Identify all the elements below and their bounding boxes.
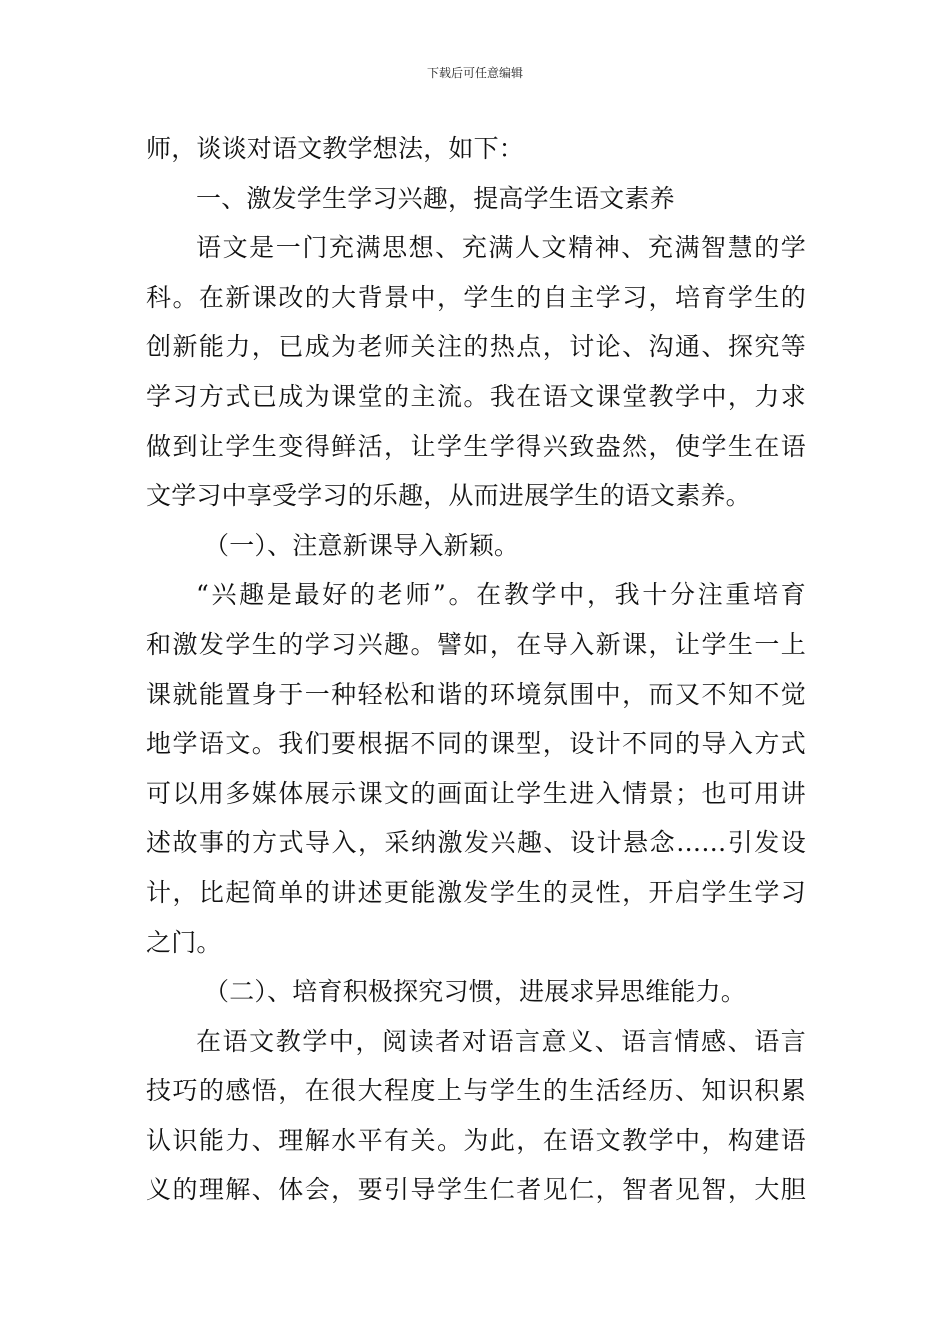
text-line: 师，谈谈对语文教学想法，如下： <box>146 134 525 163</box>
text-line: 可以用多媒体展示课文的画面让学生进入情景；也可用讲 <box>146 778 806 808</box>
text-line: 科。在新课改的大背景中，学生的自主学习，培育学生的 <box>146 282 806 312</box>
text-line: 语文是一门充满思想、充满人文精神、充满智慧的学 <box>196 233 806 263</box>
text-line: 之门。 <box>146 927 222 957</box>
text-line: 文学习中享受学习的乐趣，从而进展学生的语文素养。 <box>146 481 751 511</box>
subsection-heading: （一）、注意新课导入新颖。 <box>204 530 520 560</box>
text-line: 课就能置身于一种轻松和谐的环境氛围中，而又不知不觉 <box>146 679 806 709</box>
subsection-heading: （二）、培育积极探究习惯，进展求异思维能力。 <box>204 977 746 1007</box>
document-body <box>146 124 806 1215</box>
text-line: 述故事的方式导入，采纳激发兴趣、设计悬念……引发设 <box>146 828 806 858</box>
text-line: 学习方式已成为课堂的主流。我在语文课堂教学中，力求 <box>146 381 806 411</box>
section-heading: 一、激发学生学习兴趣，提高学生语文素养 <box>196 183 675 213</box>
text-line: 技巧的感悟，在很大程度上与学生的生活经历、知识积累 <box>146 1076 806 1106</box>
text-line: 认识能力、理解水平有关。为此，在语文教学中，构建语 <box>146 1125 806 1155</box>
text-line: 和激发学生的学习兴趣。譬如，在导入新课，让学生一上 <box>146 629 806 659</box>
text-line: 创新能力，已成为老师关注的热点，讨论、沟通、探究等 <box>146 332 806 362</box>
text-line: 计，比起简单的讲述更能激发学生的灵性，开启学生学习 <box>146 877 806 907</box>
text-line: 做到让学生变得鲜活，让学生学得兴致盎然，使学生在语 <box>146 431 806 461</box>
text-line: 地学语文。我们要根据不同的课型，设计不同的导入方式 <box>146 729 806 759</box>
page-header-note: 下载后可任意编辑 <box>426 66 523 80</box>
text-line: 义的理解、体会，要引导学生仁者见仁，智者见智，大胆 <box>146 1175 806 1205</box>
text-line: “兴趣是最好的老师”。在教学中，我十分注重培育 <box>196 580 806 610</box>
text-line: 在语文教学中，阅读者对语言意义、语言情感、语言 <box>196 1026 806 1056</box>
